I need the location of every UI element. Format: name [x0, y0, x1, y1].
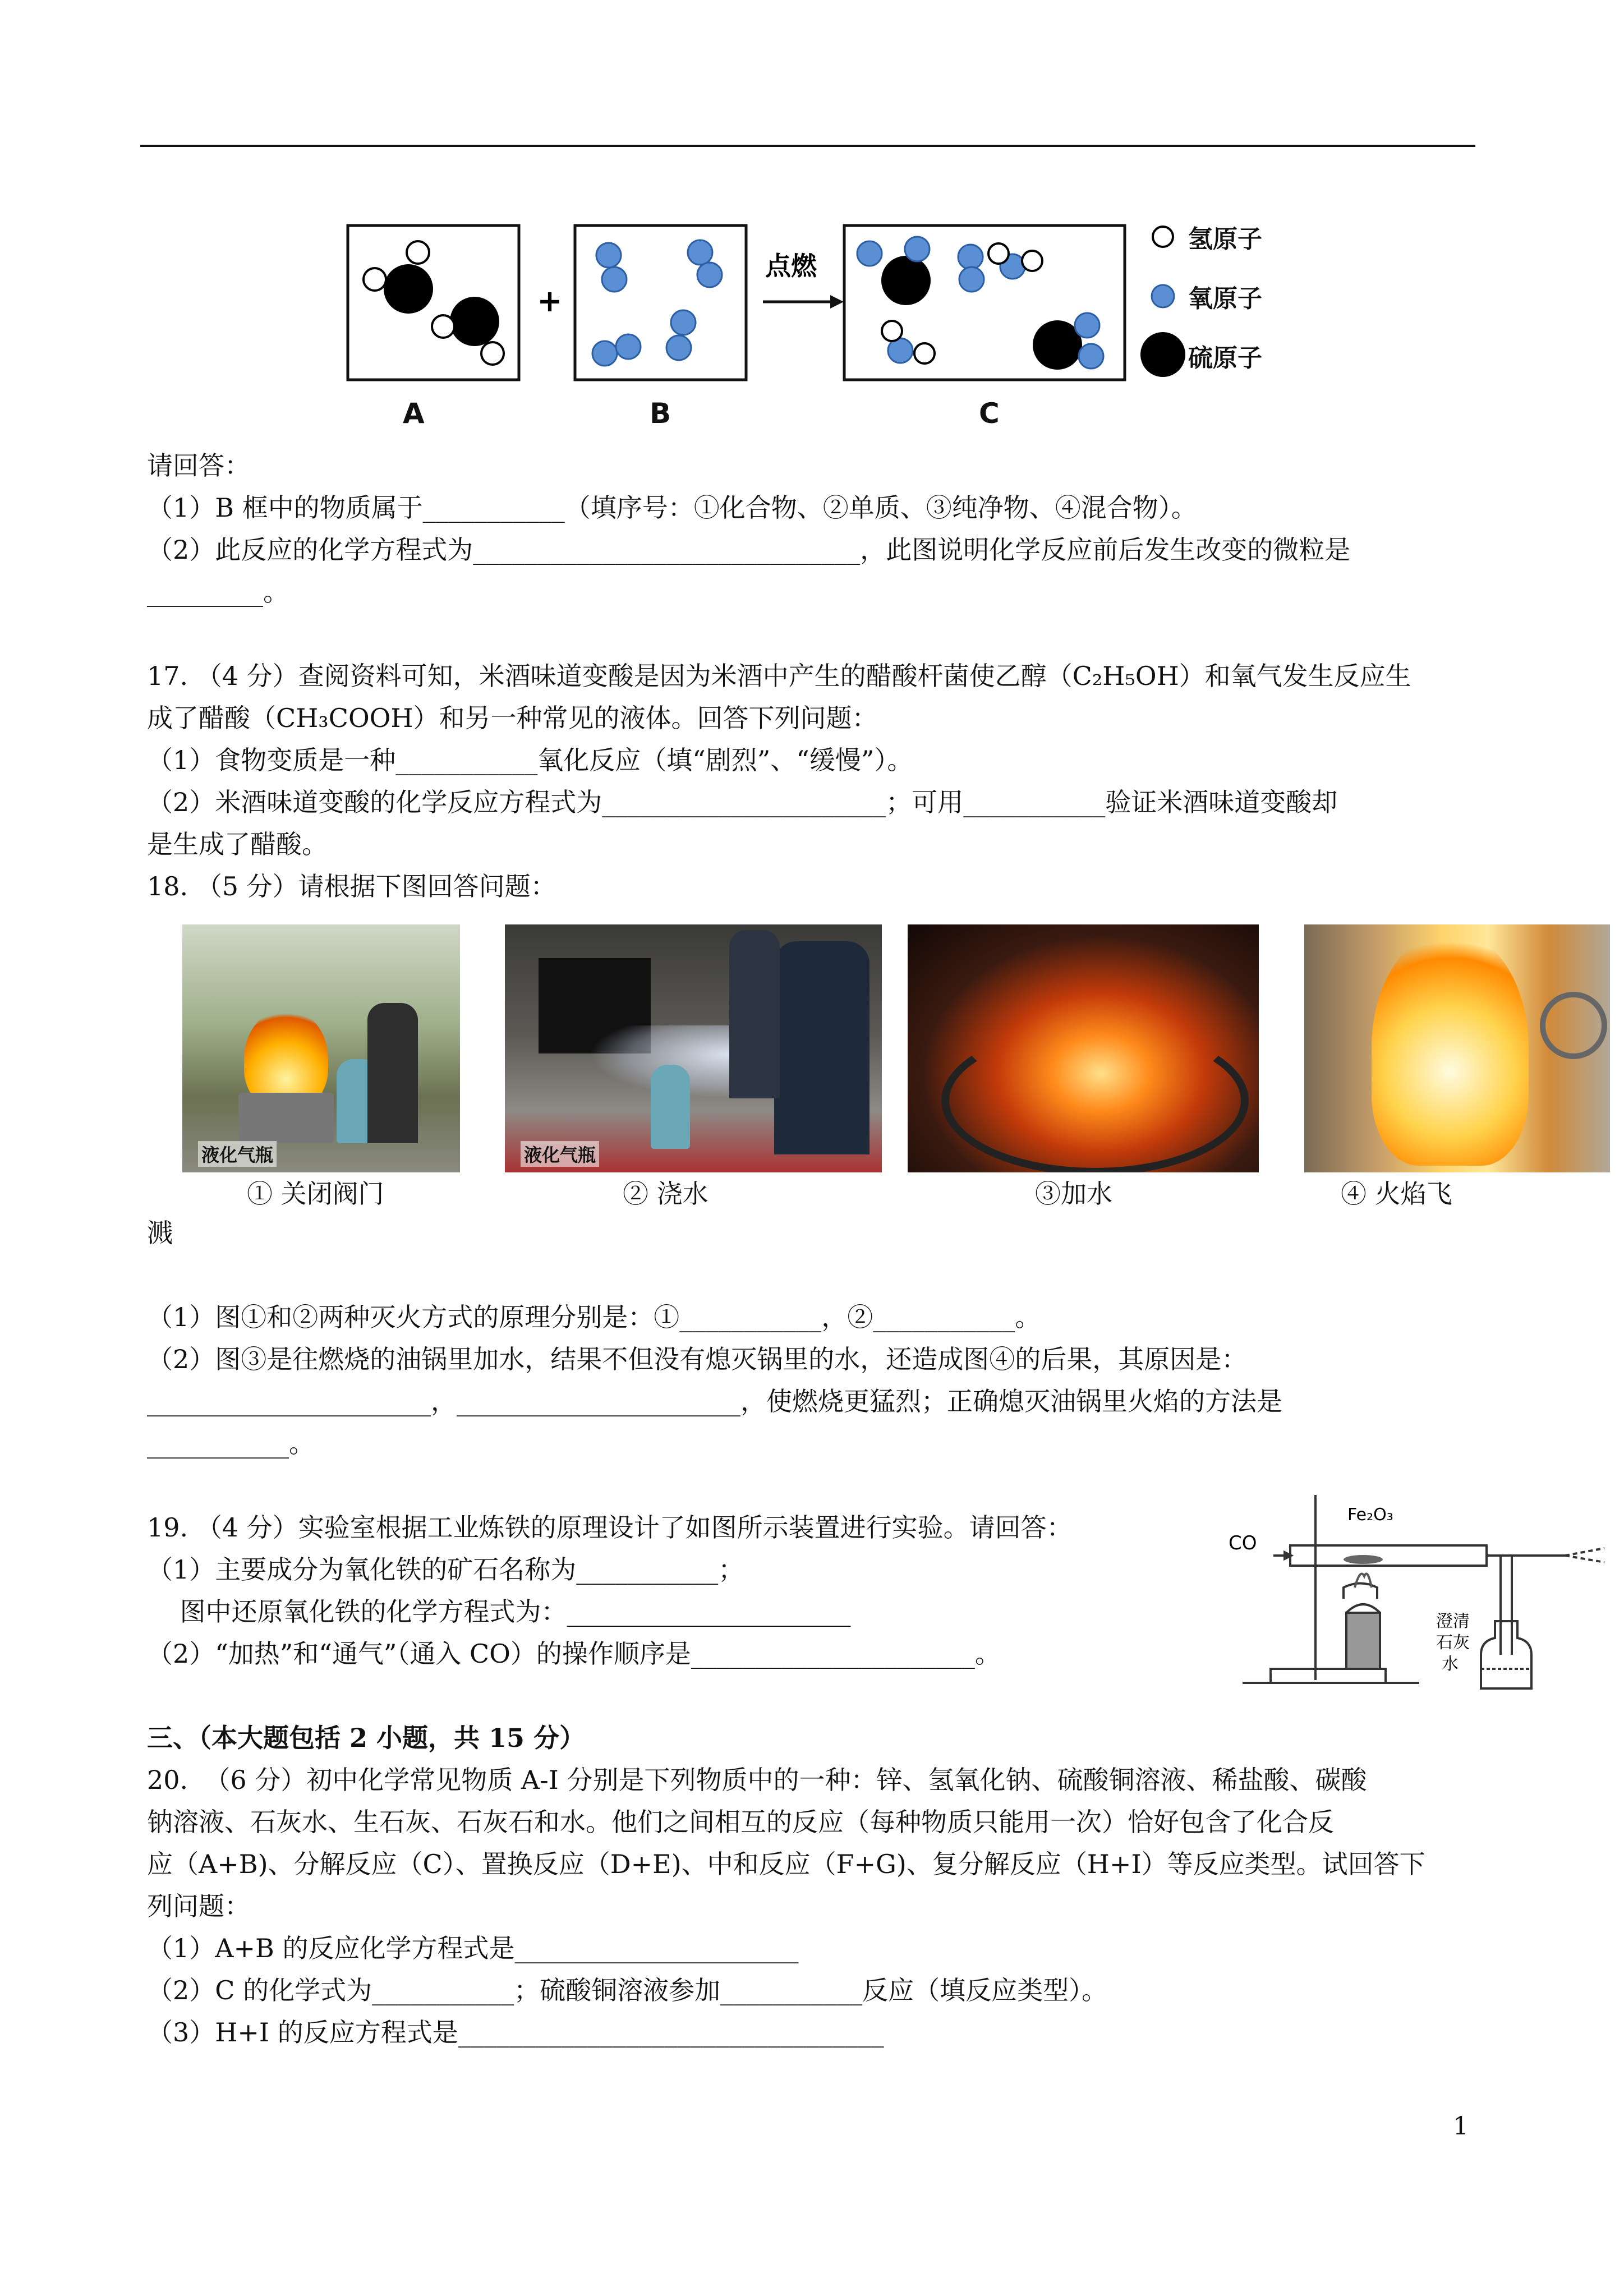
oxygen-atom: [671, 310, 696, 335]
oxygen-atom: [688, 240, 712, 265]
oxygen-atom: [602, 267, 627, 292]
text-line: 是生成了醋酸。: [147, 829, 328, 859]
sulfur-atom: [450, 297, 499, 346]
text-line: _________。: [147, 577, 289, 607]
text-line: 成了醋酸（CH₃COOH）和另一种常见的液体。回答下列问题：: [147, 703, 878, 733]
oxygen-atom: [857, 241, 882, 266]
photo-add-water: [908, 924, 1259, 1172]
hydrogen-atom: [481, 342, 504, 365]
label-a: A: [403, 397, 425, 430]
label-fe2o3: Fe₂O₃: [1347, 1505, 1393, 1525]
oxygen-atom: [958, 245, 983, 269]
text-line: （2）图③是往燃烧的油锅里加水，结果不但没有熄灭锅里的水，还造成图④的后果，其原因是：: [147, 1344, 1248, 1374]
text-line: （2）C 的化学式为___________；硫酸铜溶液参加___________反应（填反应类型）。: [147, 1975, 1108, 2005]
arrow-label: 点燃: [765, 251, 817, 281]
photo-close-valve: [182, 924, 460, 1172]
text-line: 列问题：: [147, 1891, 250, 1921]
text-line: 钠溶液、石灰水、生石灰、石灰石和水。他们之间相互的反应（每种物质只能用一次）恰好包含了化合反: [147, 1807, 1334, 1837]
box-b: [575, 226, 746, 380]
box-c: [844, 226, 1125, 380]
sulfur-atom: [384, 264, 433, 314]
section-title: 三、（本大题包括 2 小题，共 15 分）: [147, 1723, 586, 1753]
text-line: （2）米酒味道变酸的化学反应方程式为______________________；可用___________验证米酒味道变酸却: [147, 787, 1338, 817]
legend-sulfur-icon: [1140, 332, 1185, 377]
text-line: （2）此反应的化学方程式为______________________________，此图说明化学反应前后发生改变的微粒是: [147, 535, 1351, 565]
photo-tag: 液化气瓶: [198, 1141, 277, 1167]
label-limewater: 石灰: [1436, 1633, 1470, 1653]
oxygen-atom: [666, 335, 691, 360]
label-limewater: 澄清: [1436, 1612, 1470, 1631]
oxygen-atom: [905, 237, 930, 261]
text-line: （2）“加热”和“通气”（通入 CO）的操作顺序是______________________。: [147, 1639, 1001, 1669]
text-line: （3）H+I 的反应方程式是_________________________________: [147, 2017, 884, 2047]
hydrogen-atom: [988, 243, 1009, 264]
legend-hydrogen: 氢原子: [1188, 225, 1262, 254]
text-line: 图中还原氧化铁的化学方程式为：______________________: [147, 1596, 851, 1627]
label-limewater: 水: [1442, 1654, 1459, 1674]
text-line: 17. （4 分）查阅资料可知，米酒味道变酸是因为米酒中产生的醋酸杆菌使乙醇（C₂H₅OH）和氧气发生反应生: [147, 661, 1411, 691]
sulfur-atom: [881, 256, 931, 305]
text-line: 20. （6 分）初中化学常见物质 A-I 分别是下列物质中的一种：锌、氢氧化钠、硫酸铜溶液、稀盐酸、碳酸: [147, 1765, 1367, 1795]
legend-oxygen: 氧原子: [1188, 284, 1262, 313]
text-line: （1）B 框中的物质属于___________（填序号：①化合物、②单质、③纯净物、④混合物）。: [147, 493, 1197, 523]
oxygen-atom: [616, 334, 641, 359]
plus-sign: +: [537, 283, 563, 319]
reaction-diagram: [337, 213, 1290, 449]
photo-caption: ② 浇水: [623, 1179, 709, 1209]
page-number: 1: [1453, 2112, 1469, 2141]
oxygen-atom: [959, 267, 984, 292]
iron-smelting-apparatus: [1217, 1487, 1610, 1700]
text-line: ______________________，______________________，使燃烧更猛烈；正确熄灭油锅里火焰的方法是: [147, 1386, 1282, 1416]
label-b: B: [650, 397, 671, 430]
box-a: [348, 226, 519, 380]
legend-hydrogen-icon: [1153, 227, 1173, 247]
oxygen-atom: [596, 243, 621, 268]
oxygen-atom: [1075, 313, 1099, 338]
oxygen-atom: [592, 341, 617, 366]
oxygen-atom: [1079, 344, 1103, 369]
photo-caption: ④ 火焰飞: [1341, 1179, 1452, 1209]
text-line: 19. （4 分）实验室根据工业炼铁的原理设计了如图所示装置进行实验。请回答：: [147, 1512, 1073, 1543]
text-line: （1）A+B 的反应化学方程式是______________________: [147, 1933, 799, 1963]
hydrogen-atom: [364, 268, 386, 291]
label-co: CO: [1229, 1532, 1257, 1554]
text-line: 溅: [147, 1218, 173, 1248]
hydrogen-atom: [914, 343, 935, 364]
photo-caption: ① 关闭阀门: [247, 1179, 384, 1209]
text-line: （1）图①和②两种灭火方式的原理分别是：①___________，②___________。: [147, 1302, 1041, 1332]
label-c: C: [979, 397, 1000, 430]
reaction-arrow: [763, 295, 844, 309]
hydrogen-atom: [1022, 251, 1042, 271]
text-line: ___________。: [147, 1428, 315, 1458]
hydrogen-atom: [432, 315, 454, 338]
text-line: 请回答：: [147, 450, 250, 481]
photo-caption: ③加水: [1035, 1179, 1112, 1209]
text-line: 应（A+B)、分解反应（C）、置换反应（D+E)、中和反应（F+G)、复分解反应（H+I）等反应类型。试回答下: [147, 1849, 1425, 1879]
iron-oxide-sample: [1344, 1555, 1383, 1564]
hydrogen-atom: [882, 321, 902, 341]
text-line: （1）主要成分为氧化铁的矿石名称为___________；: [147, 1554, 744, 1585]
legend-oxygen-icon: [1152, 285, 1174, 307]
text-line: 18. （5 分）请根据下图回答问题：: [147, 871, 556, 901]
photo-tag: 液化气瓶: [521, 1141, 599, 1167]
header-rule: [140, 145, 1475, 147]
oxygen-atom: [697, 263, 722, 287]
legend-sulfur: 硫原子: [1188, 344, 1262, 372]
text-line: （1）食物变质是一种___________氧化反应（填“剧烈”、“缓慢”）。: [147, 745, 913, 775]
photo-flame: [1304, 924, 1610, 1172]
photo-spray-water: [505, 924, 882, 1172]
hydrogen-atom: [407, 241, 429, 264]
